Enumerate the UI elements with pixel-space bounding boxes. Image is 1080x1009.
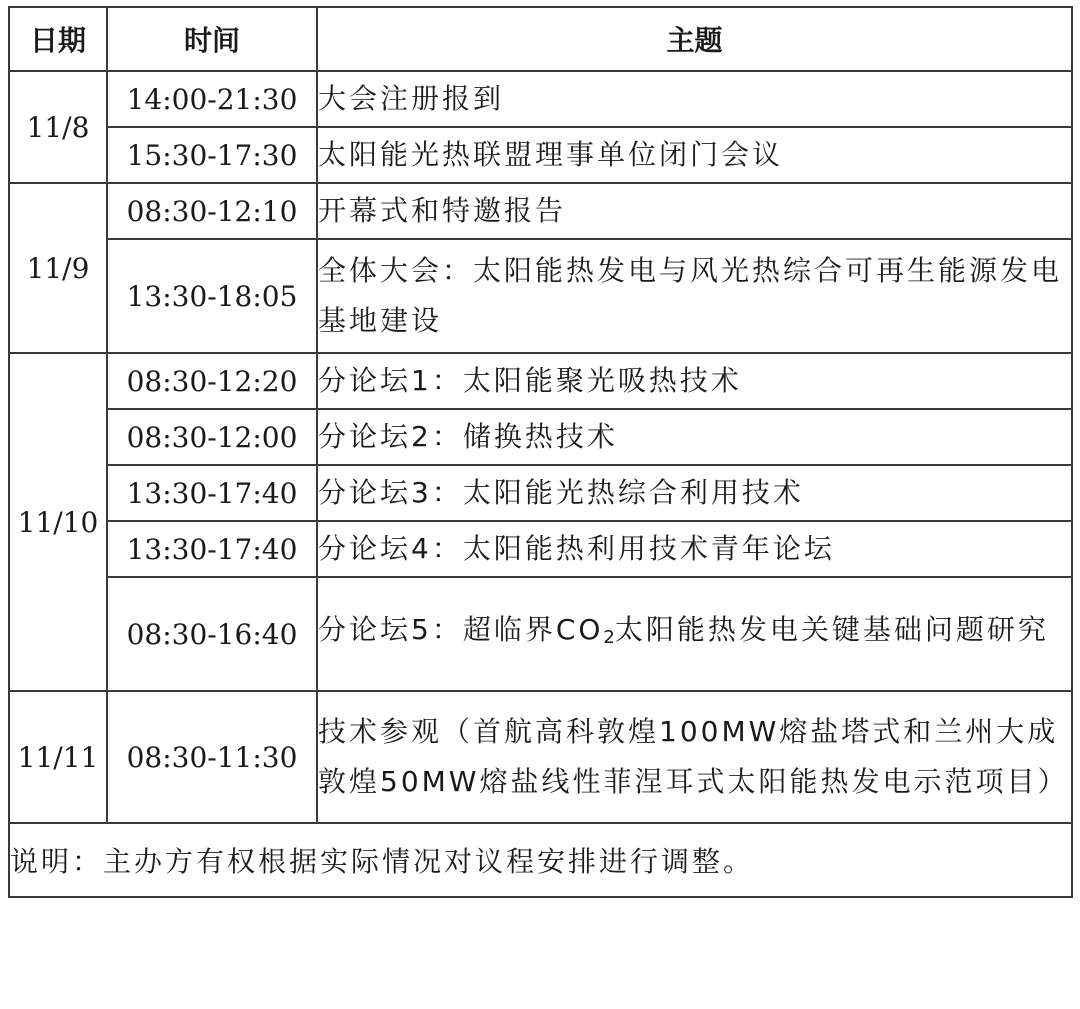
time-cell: 15:30-17:30 [107,127,317,183]
date-cell: 11/9 [9,183,107,353]
time-cell: 08:30-12:20 [107,353,317,409]
time-cell: 08:30-12:00 [107,409,317,465]
time-cell: 13:30-17:40 [107,465,317,521]
date-cell: 11/8 [9,71,107,183]
table-row [9,71,1072,127]
time-cell: 08:30-16:40 [107,577,317,691]
topic-cell: 大会注册报到 [317,71,1072,127]
table-row [9,127,1072,183]
topic-cell: 分论坛3：太阳能光热综合利用技术 [317,465,1072,521]
co2-subscript: 2 [603,627,615,648]
topic-cell: 开幕式和特邀报告 [317,183,1072,239]
table-row [9,577,1072,691]
table-row [9,239,1072,353]
topic-cell: 技术参观（首航高科敦煌100MW熔盐塔式和兰州大成敦煌50MW熔盐线性菲涅耳式太阳能热发电示范项目） [317,691,1072,823]
header-time: 时间 [107,7,317,71]
agenda-table [8,6,1073,898]
time-cell: 13:30-18:05 [107,239,317,353]
topic-suffix: 太阳能热发电关键基础问题研究 [614,613,1049,646]
table-row [9,183,1072,239]
header-topic: 主题 [317,7,1072,71]
table-row [9,409,1072,465]
time-cell: 14:00-21:30 [107,71,317,127]
header-date: 日期 [9,7,107,71]
topic-cell: 分论坛1：太阳能聚光吸热技术 [317,353,1072,409]
time-cell: 08:30-11:30 [107,691,317,823]
topic-cell: 太阳能光热联盟理事单位闭门会议 [317,127,1072,183]
date-cell: 11/10 [9,353,107,691]
time-cell: 13:30-17:40 [107,521,317,577]
topic-cell [317,577,1072,691]
time-cell: 08:30-12:10 [107,183,317,239]
topic-cell: 分论坛4：太阳能热利用技术青年论坛 [317,521,1072,577]
topic-prefix: 分论坛5：超临界CO [318,613,604,646]
table-row [9,521,1072,577]
note-text: 说明：主办方有权根据实际情况对议程安排进行调整。 [9,823,1072,897]
topic-cell: 全体大会：太阳能热发电与风光热综合可再生能源发电基地建设 [317,239,1072,353]
header-row [9,7,1072,71]
table-row [9,465,1072,521]
table-row [9,691,1072,823]
table-row [9,353,1072,409]
date-cell: 11/11 [9,691,107,823]
topic-cell: 分论坛2：储换热技术 [317,409,1072,465]
note-row [9,823,1072,897]
